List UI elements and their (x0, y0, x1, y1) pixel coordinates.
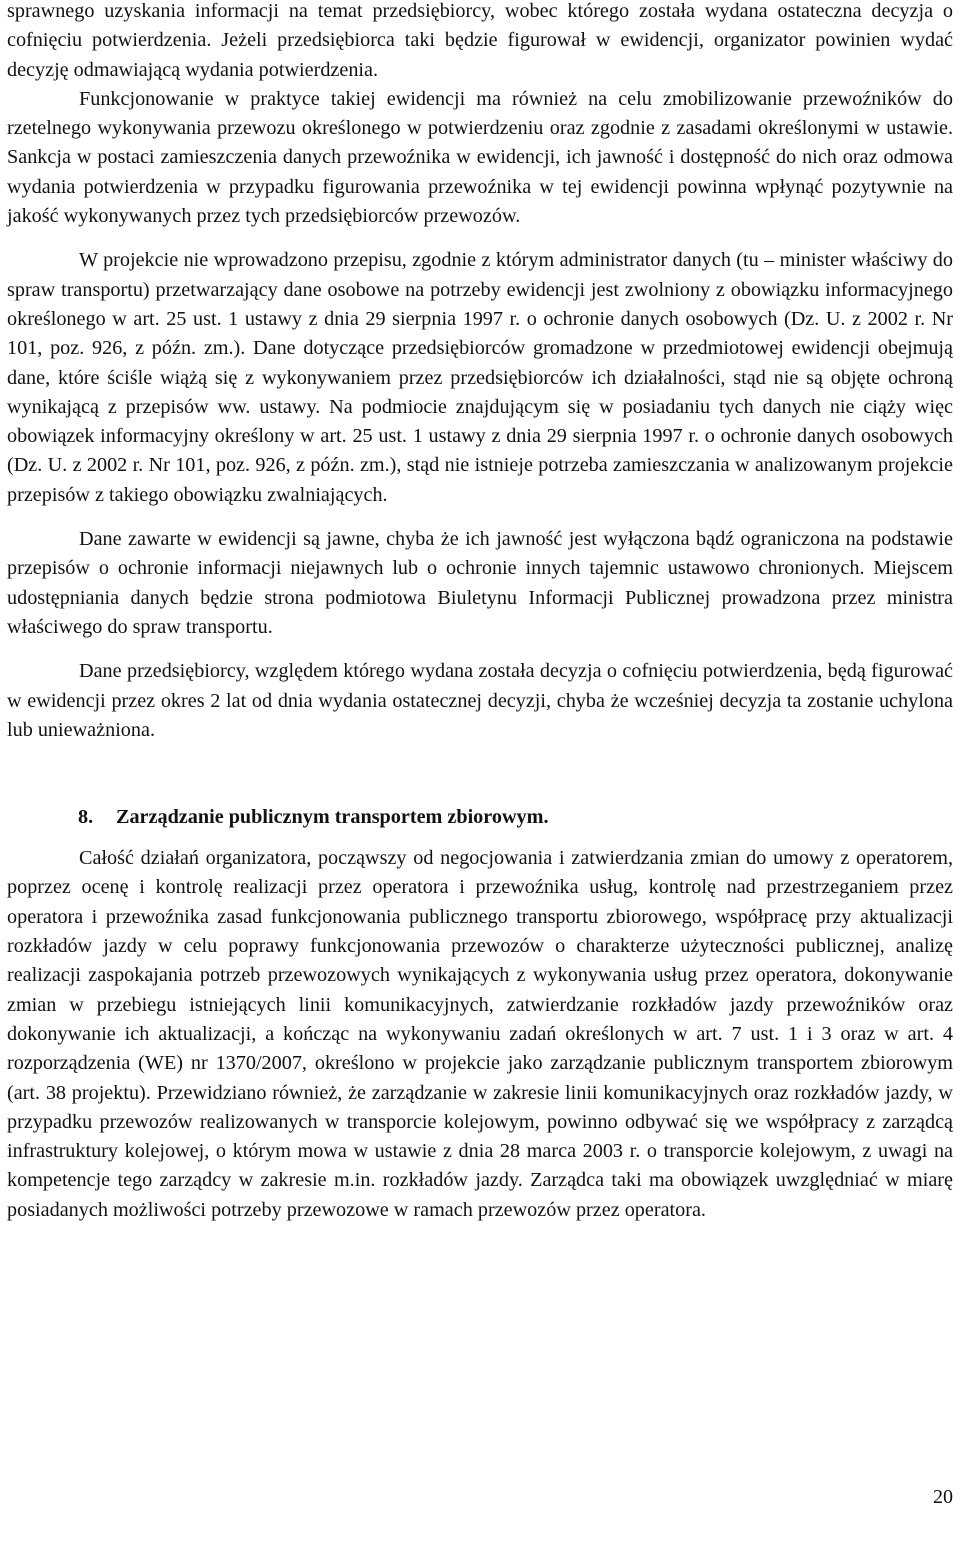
page-number: 20 (933, 1486, 953, 1508)
paragraph-dane-osobowe: W projekcie nie wprowadzono przepisu, zgodnie z którym administrator danych (tu – minister właściwy do spraw transportu) przetwarzający dane osobowe na potrzeby ewidencji jest zwolniony z obowiązku informacyjnego określonego w art. 25 ust. 1 ustawy z dnia 29 sierpnia 1997 r. o ochronie danych osobowych (Dz. U. z 2002 r. Nr 101, poz. 926, z późn. zm.). Dane dotyczące przedsiębiorców gromadzone w przedmiotowej ewidencji obejmują dane, które ściśle wiążą się z wykonywaniem przez przedsiębiorców ich działalności, stąd nie są objęte ochroną wynikającą z przepisów ww. ustawy. Na podmiocie znajdującym się w posiadaniu tych danych nie ciąży więc obowiązek informacyjny określony w art. 25 ust. 1 ustawy z dnia 29 sierpnia 1997 r. o ochronie danych osobowych (Dz. U. z 2002 r. Nr 101, poz. 926, z późn. zm.), stąd nie istnieje potrzeba zamieszczania w analizowanym projekcie przepisów z takiego obowiązku zwalniających. (7, 249, 953, 506)
section-heading (7, 803, 953, 832)
paragraph-zarzadzanie: Całość działań organizatora, począwszy od negocjowania i zatwierdzania zmian do umowy z operatorem, poprzez ocenę i kontrolę realizacji przez operatora i przewoźnika usług, kontrolę nad przestrzeganiem przez operatora i przewoźnika zasad funkcjonowania publicznego transportu zbiorowego, współpracę przy aktualizacji rozkładów jazdy w celu poprawy funkcjonowania przewozów o charakterze użyteczności publicznej, analizę realizacji zaspokajania potrzeb przewozowych wynikających z wykonywania usług przez operatora, dokonywanie zmian w przebiegu istniejących linii komunikacyjnych, zatwierdzanie rozkładów jazdy przewoźników oraz dokonywanie ich aktualizacji, a kończąc na wykonywaniu zadań określonych w art. 7 ust. 1 i 3 oraz w art. 4 rozporządzenia (WE) nr 1370/2007, określono w projekcie jako zarządzanie publicznym transportem zbiorowym (art. 38 projektu). Przewidziano również, że zarządzanie w zakresie linii komunikacyjnych oraz rozkładów jazdy, w przypadku przewozów realizowanych w transporcie kolejowym, powinno odbywać się we współpracy z zarządcą infrastruktury kolejowej, o którym mowa w ustawie z dnia 28 marca 2003 r. o transporcie kolejowym, z uwagi na kompetencje tego zarządcy w zakresie m.in. rozkładów jazdy. Zarządca taki ma obowiązek uwzględniać w miarę posiadanych możliwości potrzeby przewozowe w ramach przewozów przez operatora. (7, 847, 953, 1221)
section-title: Zarządzanie publicznym transportem zbiorowym. (116, 806, 549, 829)
section-number: 8. (78, 806, 94, 829)
paragraph-continuation: sprawnego uzyskania informacji na temat przedsiębiorcy, wobec którego została wydana ostateczna decyzja o cofnięciu potwierdzenia. Jeżeli przedsiębiorca taki będzie figurował w ewidencji, organizator powinien wydać decyzję odmawiającą wydania potwierdzenia. (7, 0, 953, 81)
paragraph-okres-ewidencji: Dane przedsiębiorcy, względem którego wydana została decyzja o cofnięciu potwierdzenia, będą figurować w ewidencji przez okres 2 lat od dnia wydania ostatecznej decyzji, chyba że wcześniej decyzja ta zostanie uchylona lub unieważniona. (7, 660, 953, 741)
paragraph-ewidencja-cel: Funkcjonowanie w praktyce takiej ewidencji ma również na celu zmobilizowanie przewoźników do rzetelnego wykonywania przewozu określonego w potwierdzeniu oraz zgodnie z zasadami określonymi w ustawie. Sankcja w postaci zamieszczenia danych przewoźnika w ewidencji, ich jawność i dostępność do nich oraz odmowa wydania potwierdzenia w przypadku figurowania przewoźnika w tej ewidencji powinna wpłynąć pozytywnie na jakość wykonywanych przez tych przedsiębiorców przewozów. (7, 87, 953, 228)
paragraph-jawnosc-danych: Dane zawarte w ewidencji są jawne, chyba że ich jawność jest wyłączona bądź ograniczona na podstawie przepisów o ochronie informacji niejawnych lub o ochronie innych tajemnic ustawowo chronionych. Miejscem udostępniania danych będzie strona podmiotowa Biuletynu Informacji Publicznej prowadzona przez ministra właściwego do spraw transportu. (7, 528, 953, 638)
document-page (7, 0, 953, 1225)
